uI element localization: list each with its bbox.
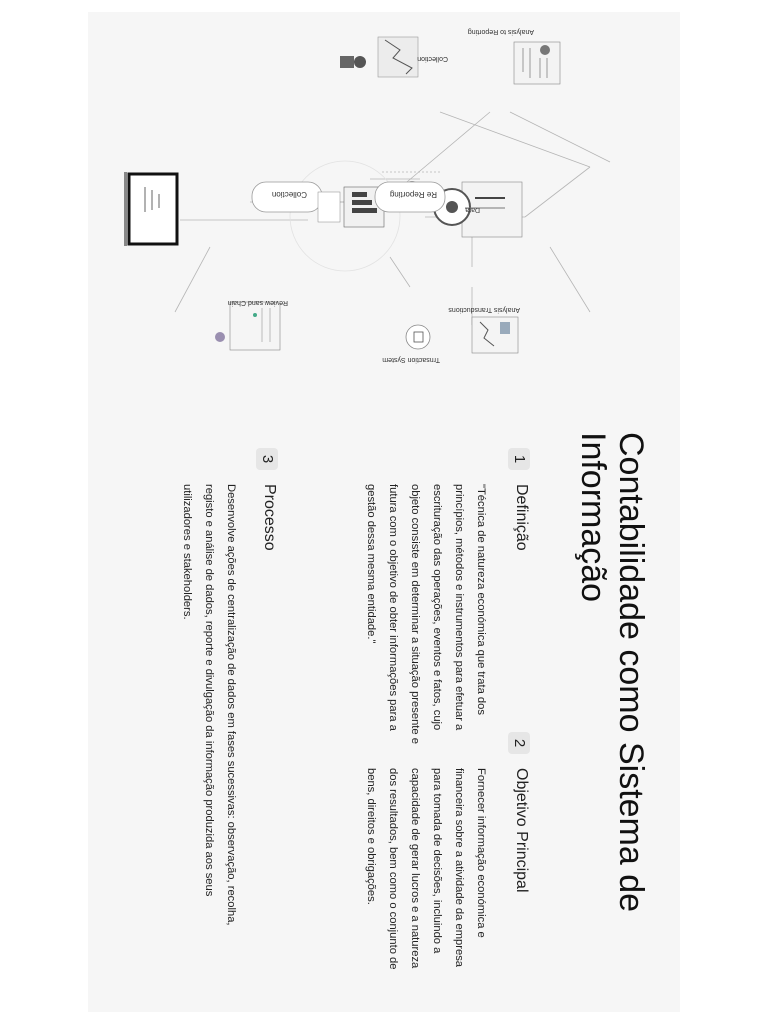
label-transaction-system: Trnsaction System bbox=[382, 356, 440, 363]
connector-line bbox=[510, 112, 610, 162]
section-title: Processo bbox=[261, 484, 278, 551]
section-number-badge: 3 bbox=[256, 448, 278, 470]
connector-line bbox=[390, 257, 410, 287]
section-number-badge: 2 bbox=[508, 732, 530, 754]
slide-content bbox=[88, 12, 680, 1012]
label-analysis-transductions: Analysis Transductions bbox=[448, 306, 520, 313]
content-panel bbox=[88, 432, 680, 992]
page-title: Contabilidade como Sistema de Informação bbox=[574, 432, 650, 913]
analysis-charts-icon bbox=[472, 317, 518, 353]
financial-report-icon bbox=[318, 187, 384, 227]
collection-chart-icon bbox=[340, 37, 418, 77]
connector-line bbox=[550, 247, 590, 312]
transaction-system-icon bbox=[406, 325, 430, 349]
label-collection-top: Collection bbox=[417, 55, 448, 62]
section-title: Definição bbox=[513, 484, 530, 551]
section-title: Objetivo Principal bbox=[513, 768, 530, 893]
slide bbox=[88, 12, 680, 1012]
label-review-chain: Review sand Chain bbox=[227, 299, 288, 306]
connector-line bbox=[395, 112, 490, 192]
connector-line bbox=[175, 247, 210, 312]
label-analysis-reporting: Analysis to Reporting bbox=[467, 28, 534, 35]
section-number-badge: 1 bbox=[508, 448, 530, 470]
label-reporting-pill: Re Reporting bbox=[389, 190, 437, 199]
section-body: Desenvolve ações de centralização de dados em fases sucessivas: observação, recolha, registo e análise de dados, reporte e divulgação da informação produzida aos seus utilizadores e stakeholders. bbox=[181, 484, 237, 926]
section-body: "Técnica de natureza económica que trata dos princípios, métodos e instrumentos para efetuar a escrituração das operações, eventos e fatos, cujo objeto consiste em determinar a situação presente e futura com o objetivo de obter informações para a gestão dessa mesma entidade." bbox=[365, 484, 487, 744]
process-diagram bbox=[88, 12, 680, 392]
connector-line bbox=[440, 112, 590, 167]
analysis-document-icon bbox=[514, 42, 560, 84]
review-chain-icon bbox=[215, 302, 280, 350]
section-body: Fornecer informação económica e financeira sobre a atividade da empresa para tomada de decisões, incluindo a capacidade de gerar lucros e a natureza dos resultados, bem como o conjunto de bens, direitos e obrigações. bbox=[365, 768, 487, 970]
label-collection-pill: Collection bbox=[271, 190, 307, 199]
label-data: Data bbox=[465, 206, 480, 213]
laptop-icon bbox=[124, 172, 177, 246]
connector-line bbox=[525, 167, 590, 217]
